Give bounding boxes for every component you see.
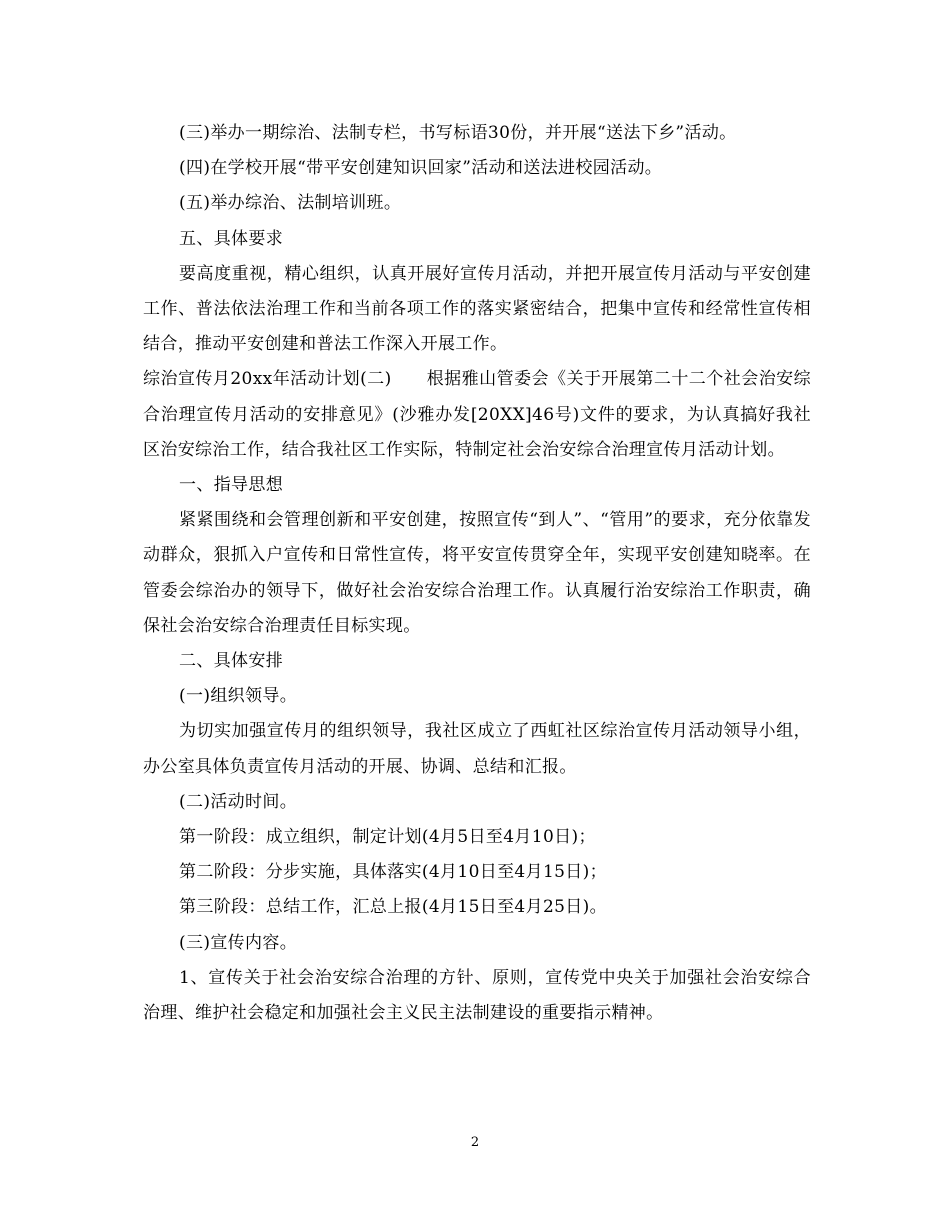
subheading-content: (三)宣传内容。	[179, 932, 298, 953]
subheading-organization: (一)组织领导。	[179, 686, 298, 707]
paragraph-plan-two-intro: 综治宣传月20xx年活动计划(二) 根据雅山管委会《关于开展第二十二个社会治安综合治理宣传月活动的安排意见》(沙雅办发[20XX]46号)文件的要求，为认真搞好我社区治安综治工作，结合我社区工作实际，特制定社会治安综合治理宣传月活动计划。	[143, 369, 811, 460]
paragraph-content-item-1: 1、宣传关于社会治安综合治理的方针、原则，宣传党中央关于加强社会治安综合治理、维护社会稳定和加强社会主义民主法制建设的重要指示精神。	[143, 967, 811, 1024]
stage-one: 第一阶段：成立组织，制定计划(4月5日至4月10日)；	[179, 827, 596, 848]
page-number: 2	[470, 1135, 480, 1150]
paragraph-guiding-thought: 紧紧围绕和会管理创新和平安创建，按照宣传“到人”、“管用”的要求，充分依靠发动群众，狠抓入户宣传和日常性宣传，将平安宣传贯穿全年，实现平安创建知晓率。在管委会综治办的领导下，做好社会治安综合治理工作。认真履行治安综治工作职责，确保社会治安综合治理责任目标实现。	[143, 510, 811, 636]
document-body	[143, 116, 811, 1031]
paragraph-item-3: (三)举办一期综治、法制专栏，书写标语30份，并开展“送法下乡”活动。	[179, 123, 737, 143]
section-heading-arrangements: 二、具体安排	[179, 651, 284, 672]
paragraph-item-4: (四)在学校开展“带平安创建知识回家”活动和送法进校园活动。	[179, 158, 663, 179]
stage-two: 第二阶段：分步实施，具体落实(4月10日至4月15日)；	[179, 862, 607, 883]
section-heading-guiding-thought: 一、指导思想	[179, 475, 284, 496]
section-heading-requirements: 五、具体要求	[179, 228, 284, 249]
paragraph-requirements: 要高度重视，精心组织，认真开展好宣传月活动，并把开展宣传月活动与平安创建工作、普法依法治理工作和当前各项工作的落实紧密结合，把集中宣传和经常性宣传相结合，推动平安创建和普法工作深入开展工作。	[143, 263, 811, 355]
stage-three: 第三阶段：总结工作，汇总上报(4月15日至4月25日)。	[179, 897, 607, 918]
paragraph-organization: 为切实加强宣传月的组织领导，我社区成立了西虹社区综治宣传月活动领导小组，办公室具体负责宣传月活动的开展、协调、总结和汇报。	[143, 721, 811, 777]
subheading-activity-time: (二)活动时间。	[179, 791, 298, 812]
paragraph-item-5: (五)举办综治、法制培训班。	[179, 193, 402, 214]
